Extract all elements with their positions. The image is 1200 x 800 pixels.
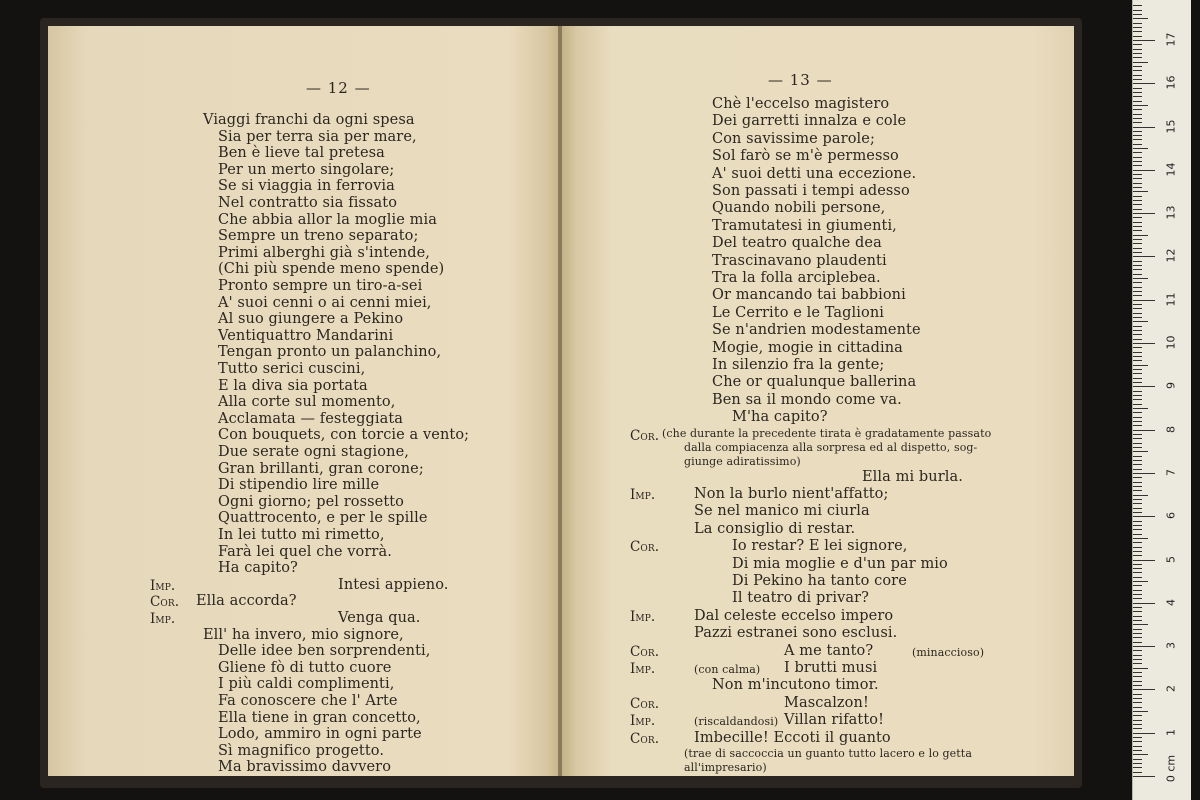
stage-direction: (con calma) [694, 663, 761, 676]
ruler-tick [1133, 412, 1142, 413]
ruler-tick [1133, 23, 1142, 24]
ruler-tick [1133, 724, 1142, 725]
stage-direction: giunge adiratissimo) [684, 454, 801, 468]
verse-line: Sempre un treno separato; [218, 228, 419, 245]
ruler-tick [1133, 681, 1142, 682]
ruler-tick [1133, 512, 1142, 513]
verse-line: Ben è lieve tal pretesa [218, 145, 385, 162]
verse-line: Che or qualunque ballerina [712, 374, 917, 391]
speaker-label: Imp. [150, 611, 176, 627]
ruler-tick [1133, 278, 1148, 279]
ruler-tick [1133, 339, 1142, 340]
verse-line: Alla corte sul momento, [218, 394, 396, 411]
ruler-tick [1133, 196, 1142, 197]
ruler-tick [1133, 161, 1142, 162]
ruler-tick [1133, 152, 1142, 153]
verse-line: Con savissime parole; [712, 130, 875, 147]
ruler-tick [1133, 534, 1142, 535]
verse-line: I più caldi complimenti, [218, 676, 395, 693]
verse-line: Se si viaggia in ferrovia [218, 178, 395, 195]
verse-line: Al suo giungere a Pekino [218, 311, 404, 328]
ruler-tick [1133, 676, 1142, 677]
ruler-tick [1133, 252, 1142, 253]
open-book [40, 18, 1082, 788]
verse-line: Villan rifatto! [784, 712, 885, 729]
speaker-label: Imp. [630, 661, 656, 677]
ruler-number: 14 [1164, 162, 1178, 177]
ruler-tick [1133, 456, 1142, 457]
ruler-number: 10 [1164, 335, 1178, 350]
ruler-tick [1133, 642, 1142, 643]
ruler-tick [1133, 356, 1142, 357]
verse-line: Il teatro di privar? [732, 590, 870, 607]
stage-direction: (trae di saccoccia un guanto tutto lacero e lo getta [684, 747, 972, 760]
ruler-tick [1133, 525, 1142, 526]
ruler-tick [1133, 326, 1142, 327]
ruler-tick [1133, 672, 1142, 673]
page-number-left: — 12 — [306, 79, 371, 97]
ruler-tick [1133, 430, 1155, 431]
ruler-tick [1133, 707, 1142, 708]
ruler-tick [1133, 330, 1142, 331]
verse-line: Che abbia allor la moglie mia [218, 211, 437, 228]
ruler-tick [1133, 334, 1142, 335]
ruler-tick [1133, 27, 1142, 28]
ruler-tick [1133, 585, 1142, 586]
verse-line: Se n'andrien modestamente [712, 322, 921, 339]
verse-line: In lei tutto mi rimetto, [218, 527, 385, 543]
ruler-tick [1133, 62, 1148, 63]
verse-line: A' suoi detti una eccezione. [712, 165, 917, 182]
ruler-tick [1133, 157, 1142, 158]
ruler-tick [1133, 79, 1142, 80]
ruler-tick [1133, 36, 1142, 37]
ruler-tick [1133, 75, 1142, 76]
ruler-number: 16 [1164, 75, 1178, 90]
speaker-label: Imp. [630, 608, 656, 625]
stage-direction: dalla compiacenza alla sorpresa ed al dispetto, sog- [684, 440, 978, 454]
ruler-tick [1133, 620, 1142, 621]
ruler-tick [1133, 14, 1142, 15]
speaker-label: Cor. [630, 643, 660, 660]
ruler-tick [1133, 741, 1142, 742]
ruler-tick [1133, 646, 1155, 647]
ruler-tick [1133, 460, 1142, 461]
verse-line: Quattrocento, e per le spille [218, 510, 428, 527]
ruler-tick [1133, 261, 1142, 262]
ruler-tick [1133, 737, 1142, 738]
ruler-tick [1133, 291, 1142, 292]
ruler-tick [1133, 5, 1142, 6]
ruler-tick [1133, 235, 1148, 236]
ruler-tick [1133, 611, 1142, 612]
ruler-tick [1133, 728, 1142, 729]
ruler-tick [1133, 317, 1142, 318]
verse-line: Quando nobili persone, [712, 200, 886, 217]
ruler-tick [1133, 637, 1142, 638]
ruler-tick [1133, 408, 1148, 409]
ruler-tick [1133, 391, 1142, 392]
ruler-number: 17 [1164, 32, 1178, 47]
verse-line: Non m'incutono timor. [712, 677, 879, 694]
ruler-tick [1133, 659, 1142, 660]
verse-line: Sol farò se m'è permesso [712, 148, 899, 165]
ruler-tick [1133, 750, 1142, 751]
verse-line: Primi alberghi già s'intende, [218, 244, 430, 261]
ruler-tick [1133, 776, 1155, 777]
ruler-number: 4 [1164, 598, 1178, 606]
ruler-number: 7 [1164, 468, 1178, 476]
ruler-tick [1133, 209, 1142, 210]
verse-line: Lodo, ammiro in ogni parte [218, 726, 422, 743]
ruler-tick [1133, 624, 1148, 625]
ruler-tick [1133, 443, 1142, 444]
ruler-tick [1133, 399, 1142, 400]
verse-line: Son passati i tempi adesso [712, 183, 910, 199]
ruler-tick [1133, 204, 1142, 205]
ruler-tick [1133, 70, 1142, 71]
ruler-tick [1133, 321, 1148, 322]
ruler-tick [1133, 360, 1142, 361]
ruler-tick [1133, 495, 1148, 496]
ruler-tick [1133, 395, 1142, 396]
ruler-tick [1133, 49, 1142, 50]
ruler-tick [1133, 490, 1142, 491]
ruler-tick [1133, 256, 1155, 257]
verse-line: Tengan pronto un palanchino, [218, 344, 442, 361]
ruler-tick [1133, 217, 1142, 218]
verse-line: I brutti musi [784, 660, 878, 676]
page-number-right: — 13 — [768, 71, 833, 89]
ruler-tick [1133, 655, 1142, 656]
ruler-tick [1133, 57, 1142, 58]
stage-direction-note: (minaccioso) [912, 645, 985, 659]
ruler-tick [1133, 590, 1142, 591]
ruler-tick [1133, 343, 1155, 344]
ruler-tick [1133, 629, 1142, 630]
ruler-tick [1133, 434, 1142, 435]
ruler-tick [1133, 222, 1142, 223]
ruler-tick [1133, 529, 1142, 530]
ruler-tick [1133, 486, 1142, 487]
speaker-label: Cor. [630, 730, 660, 747]
ruler-tick [1133, 425, 1142, 426]
ruler-tick [1133, 516, 1155, 517]
ruler-number: 5 [1164, 555, 1178, 563]
verse-line: Venga qua. [338, 610, 421, 626]
ruler-number: 1 [1164, 728, 1178, 736]
ruler-tick [1133, 101, 1142, 102]
ruler-tick [1133, 542, 1142, 543]
verse-line: Tra la folla arciplebea. [712, 270, 881, 286]
verse-line: Due serate ogni stagione, [218, 444, 409, 460]
verse-line: La consiglio di restar. [694, 520, 856, 537]
verse-line: A' suoi cenni o ai cenni miei, [218, 294, 432, 311]
ruler-unit-label: 0 cm [1164, 754, 1178, 783]
ruler-tick [1133, 763, 1142, 764]
ruler-tick [1133, 560, 1155, 561]
ruler-number: 9 [1164, 382, 1178, 390]
ruler-tick [1133, 633, 1142, 634]
ruler-tick [1133, 447, 1142, 448]
verse-line: Di stipendio lire mille [218, 477, 380, 494]
verse-line: Non la burlo nient'affatto; [694, 486, 889, 502]
ruler-tick [1133, 508, 1142, 509]
ruler-tick [1133, 109, 1142, 110]
measuring-ruler [1132, 0, 1191, 800]
ruler-tick [1133, 53, 1142, 54]
ruler-tick [1133, 118, 1142, 119]
verse-line: Intesi appieno. [338, 576, 449, 593]
ruler-tick [1133, 139, 1142, 140]
ruler-tick [1133, 421, 1142, 422]
ruler-tick [1133, 720, 1142, 721]
right-page [562, 26, 1074, 776]
verse-line: Gliene fò di tutto cuore [218, 659, 392, 676]
ruler-tick [1133, 746, 1142, 747]
verse-line: Farà lei quel che vorrà. [218, 543, 392, 560]
verse-line: Trascinavano plaudenti [712, 252, 887, 269]
verse-line: Ogni giorno; pel rossetto [218, 493, 405, 510]
ruler-tick [1133, 10, 1142, 11]
ruler-tick [1133, 772, 1142, 773]
verse-line: Tutto serici cuscini, [218, 361, 366, 377]
ruler-tick [1133, 274, 1142, 275]
speaker-label: Imp. [150, 577, 176, 594]
ruler-tick [1133, 373, 1142, 374]
verse-line: Delle idee ben sorprendenti, [218, 643, 431, 660]
verse-line: Ell' ha invero, mio signore, [203, 626, 404, 643]
verse-line: Di mia moglie e d'un par mio [732, 555, 948, 572]
verse-line: Dal celeste eccelso impero [694, 607, 894, 624]
verse-line: Pazzi estranei sono esclusi. [694, 625, 898, 642]
ruler-tick [1133, 265, 1142, 266]
ruler-tick [1133, 31, 1142, 32]
verse-line: E la diva sia portata [218, 377, 368, 394]
ruler-tick [1133, 759, 1142, 760]
ruler-tick [1133, 663, 1142, 664]
ruler-tick [1133, 473, 1155, 474]
stage-direction: (riscaldandosi) [694, 715, 779, 729]
verse-line: Imbecille! Eccoti il guanto [694, 729, 891, 746]
ruler-tick [1133, 698, 1142, 699]
ruler-tick [1133, 213, 1155, 214]
verse-line: Fa conoscere che l' Arte [218, 693, 398, 709]
verse-line: Ella accorda? [196, 593, 297, 610]
ruler-tick [1133, 287, 1142, 288]
ruler-tick [1133, 538, 1148, 539]
ruler-tick [1133, 226, 1142, 227]
ruler-tick [1133, 83, 1155, 84]
ruler-tick [1133, 555, 1142, 556]
verse-line: Ella tiene in gran concetto, [218, 709, 421, 726]
ruler-tick [1133, 378, 1142, 379]
ruler-tick [1133, 482, 1142, 483]
ruler-tick [1133, 551, 1142, 552]
ruler-tick [1133, 702, 1142, 703]
verse-line: Mogie, mogie in cittadina [712, 339, 903, 356]
speaker-label: Imp. [630, 713, 656, 730]
ruler-tick [1133, 616, 1142, 617]
ruler-tick [1133, 577, 1142, 578]
verse-line: In silenzio fra la gente; [712, 357, 885, 373]
ruler-tick [1133, 131, 1142, 132]
ruler-number: 8 [1164, 425, 1178, 433]
ruler-tick [1133, 170, 1155, 171]
verse-line: Ventiquattro Mandarini [218, 327, 394, 344]
ruler-tick [1133, 711, 1148, 712]
speaker-label: Cor. [150, 594, 180, 611]
ruler-tick [1133, 183, 1142, 184]
ruler-tick [1133, 144, 1142, 145]
ruler-tick [1133, 715, 1142, 716]
ruler-tick [1133, 365, 1148, 366]
ruler-tick [1133, 689, 1155, 690]
verse-line: Per un merto singolare; [218, 161, 395, 178]
ruler-tick [1133, 165, 1142, 166]
ruler-tick [1133, 178, 1142, 179]
ruler-number: 3 [1164, 642, 1178, 650]
ruler-tick [1133, 767, 1142, 768]
verse-line: Del teatro qualche dea [712, 235, 882, 252]
ruler-tick [1133, 603, 1155, 604]
ruler-tick [1133, 44, 1142, 45]
ruler-tick [1133, 66, 1142, 67]
verse-line: Or mancando tai babbioni [712, 287, 906, 304]
ruler-tick [1133, 685, 1142, 686]
ruler-tick [1133, 352, 1142, 353]
ruler-tick [1133, 187, 1142, 188]
verse-line: Se nel manico mi ciurla [694, 503, 870, 520]
speaker-label: Cor. [630, 695, 660, 712]
verse-line: Ma bravissimo davvero [218, 759, 392, 776]
ruler-tick [1133, 668, 1148, 669]
ruler-tick [1133, 404, 1142, 405]
ruler-tick [1133, 417, 1142, 418]
verse-line: Io restar? E lei signore, [732, 538, 908, 555]
verse-line: Ben sa il mondo come va. [712, 391, 902, 408]
verse-line: (Chi più spende meno spende) [218, 261, 445, 278]
ruler-tick [1133, 243, 1142, 244]
ruler-tick [1133, 92, 1142, 93]
ruler-tick [1133, 18, 1148, 19]
ruler-number: 12 [1164, 248, 1178, 263]
ruler-tick [1133, 694, 1142, 695]
ruler-tick [1133, 594, 1142, 595]
ruler-tick [1133, 96, 1142, 97]
ruler-tick [1133, 295, 1142, 296]
ruler-tick [1133, 568, 1142, 569]
ruler-tick [1133, 200, 1142, 201]
ruler-tick [1133, 347, 1142, 348]
ruler-tick [1133, 733, 1155, 734]
ruler-tick [1133, 300, 1155, 301]
ruler-tick [1133, 308, 1142, 309]
ruler-tick [1133, 239, 1142, 240]
verse-line: Gran brillanti, gran corone; [218, 460, 424, 477]
ruler-tick [1133, 135, 1142, 136]
ruler-tick [1133, 304, 1142, 305]
verse-line: A me tanto? [784, 642, 874, 659]
ruler-tick [1133, 464, 1142, 465]
left-page [48, 26, 560, 776]
verse-line: Ha capito? [218, 560, 298, 577]
ruler-tick [1133, 282, 1142, 283]
ruler-tick [1133, 313, 1142, 314]
ruler-tick [1133, 174, 1142, 175]
ruler-tick [1133, 148, 1148, 149]
verse-line: Viaggi franchi da ogni spesa [203, 112, 415, 128]
ruler-number: 11 [1164, 292, 1178, 307]
ruler-tick [1133, 598, 1142, 599]
ruler-tick [1133, 269, 1142, 270]
ruler-tick [1133, 547, 1142, 548]
speaker-label: Cor. [630, 427, 660, 444]
verse-line: Sia per terra sia per mare, [218, 128, 417, 145]
ruler-tick [1133, 521, 1142, 522]
ruler-number: 6 [1164, 512, 1178, 520]
ruler-tick [1133, 386, 1155, 387]
ruler-tick [1133, 105, 1148, 106]
speaker-label: Imp. [630, 487, 656, 503]
verse-line: Nel contratto sia fissato [218, 195, 398, 211]
verse-line: Pronto sempre un tiro-a-sei [218, 278, 423, 294]
ruler-tick [1133, 650, 1142, 651]
verse-line: M'ha capito? [732, 409, 828, 426]
ruler-tick [1133, 369, 1142, 370]
stage-direction: all'impresario) [684, 761, 767, 774]
ruler-tick [1133, 40, 1155, 41]
ruler-tick [1133, 581, 1148, 582]
ruler-tick [1133, 607, 1142, 608]
ruler-tick [1133, 230, 1142, 231]
verse-line: Chè l'eccelso magistero [712, 96, 890, 112]
ruler-tick [1133, 127, 1155, 128]
verse-line: Mascalzon! [784, 694, 869, 711]
ruler-tick [1133, 438, 1142, 439]
ruler-number: 2 [1164, 685, 1178, 693]
ruler-tick [1133, 499, 1142, 500]
ruler-tick [1133, 572, 1142, 573]
ruler-tick [1133, 382, 1142, 383]
verse-line: Con bouquets, con torcie a vento; [218, 427, 470, 444]
ruler-tick [1133, 122, 1142, 123]
ruler-tick [1133, 477, 1142, 478]
ruler-tick [1133, 564, 1142, 565]
verse-line: Sì magnifico progetto. [218, 742, 385, 759]
verse-line: Le Cerrito e le Taglioni [712, 304, 885, 321]
ruler-number: 13 [1164, 205, 1178, 220]
verse-line: Tramutatesi in giumenti, [712, 217, 897, 234]
ruler-number: 15 [1164, 119, 1178, 133]
ruler-tick [1133, 451, 1148, 452]
ruler-tick [1133, 88, 1142, 89]
ruler-tick [1133, 754, 1148, 755]
ruler-tick [1133, 248, 1142, 249]
ruler-tick [1133, 469, 1142, 470]
verse-line: Ella mi burla. [862, 468, 963, 485]
speaker-label: Cor. [630, 539, 660, 556]
verse-line: Dei garretti innalza e cole [712, 113, 907, 130]
ruler-tick [1133, 114, 1142, 115]
ruler-tick [1133, 503, 1142, 504]
verse-line: Acclamata — festeggiata [218, 410, 403, 427]
ruler-tick [1133, 191, 1148, 192]
stage-direction: (che durante la precedente tirata è gradatamente passato [662, 426, 992, 440]
verse-line: Di Pekino ha tanto core [732, 573, 907, 589]
